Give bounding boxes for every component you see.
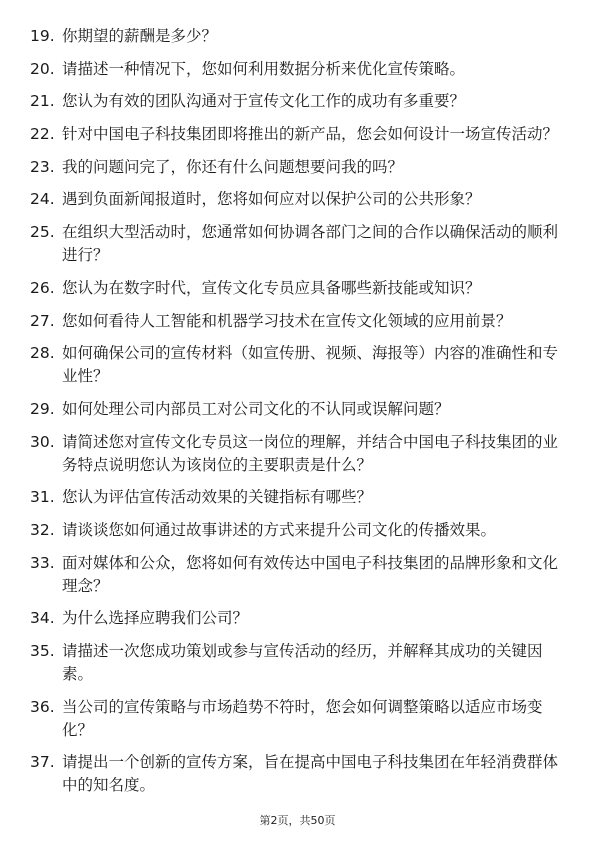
- question-text: 如何处理公司内部员工对公司文化的不认同或误解问题？: [62, 399, 450, 418]
- question-number: 22.: [30, 125, 55, 144]
- question-list: [30, 25, 560, 807]
- question-text: 当公司的宣传策略与市场趋势不符时，您会如何调整策略以适应市场变化？: [62, 697, 543, 739]
- question-item: [30, 188, 560, 211]
- question-number: 34.: [30, 609, 55, 628]
- question-number: 19.: [30, 27, 55, 45]
- question-item: [30, 640, 560, 686]
- question-item: [30, 90, 560, 113]
- question-text: 为什么选择应聘我们公司？: [62, 609, 249, 628]
- question-number: 20.: [30, 59, 55, 78]
- question-item: [30, 58, 560, 81]
- question-number: 28.: [30, 344, 55, 363]
- question-text: 请谈谈您如何通过故事讲述的方式来提升公司文化的传播效果。: [62, 520, 497, 539]
- question-number: 27.: [30, 311, 55, 330]
- question-number: 31.: [30, 488, 55, 507]
- question-text: 请描述一种情况下，您如何利用数据分析来优化宣传策略。: [62, 59, 466, 78]
- question-item: [30, 519, 560, 542]
- question-text: 您认为在数字时代，宣传文化专员应具备哪些新技能或知识？: [62, 278, 481, 297]
- question-number: 30.: [30, 432, 55, 451]
- question-number: 29.: [30, 399, 55, 418]
- question-item: [30, 607, 560, 630]
- question-text: 在组织大型活动时，您通常如何协调各部门之间的合作以确保活动的顺利进行？: [62, 223, 559, 265]
- question-number: 26.: [30, 278, 55, 297]
- question-text: 如何确保公司的宣传材料（如宣传册、视频、海报等）内容的准确性和专业性？: [62, 344, 559, 386]
- question-item: [30, 310, 560, 333]
- question-text: 请简述您对宣传文化专员这一岗位的理解，并结合中国电子科技集团的业务特点说明您认为该岗位的主要职责是什么？: [62, 432, 559, 474]
- question-item: [30, 221, 560, 267]
- question-text: 你期望的薪酬是多少？: [62, 27, 218, 45]
- question-text: 请提出一个创新的宣传方案，旨在提高中国电子科技集团在年轻消费群体中的知名度。: [62, 753, 559, 795]
- question-item: [30, 696, 560, 742]
- question-item: [30, 486, 560, 509]
- question-number: 21.: [30, 92, 55, 111]
- question-item: [30, 25, 560, 48]
- question-number: 33.: [30, 553, 55, 572]
- page-footer: 第2页，共50页: [259, 814, 336, 827]
- question-item: [30, 123, 560, 146]
- question-number: 37.: [30, 753, 55, 772]
- question-item: [30, 342, 560, 388]
- question-item: [30, 277, 560, 300]
- question-text: 请描述一次您成功策划或参与宣传活动的经历，并解释其成功的关键因素。: [62, 642, 543, 683]
- question-text: 您如何看待人工智能和机器学习技术在宣传文化领域的应用前景？: [62, 311, 512, 330]
- question-text: 面对媒体和公众，您将如何有效传达中国电子科技集团的品牌形象和文化理念？: [62, 553, 559, 595]
- question-item: [30, 398, 560, 421]
- question-number: 25.: [30, 223, 55, 242]
- question-text: 我的问题问完了，你还有什么问题想要问我的吗？: [62, 157, 404, 176]
- question-text: 您认为有效的团队沟通对于宣传文化工作的成功有多重要？: [62, 92, 466, 111]
- question-text: 遇到负面新闻报道时，您将如何应对以保护公司的公共形象？: [62, 190, 481, 209]
- question-number: 35.: [30, 642, 55, 660]
- question-item: [30, 156, 560, 179]
- question-item: [30, 751, 560, 797]
- question-number: 23.: [30, 157, 55, 176]
- question-number: 24.: [30, 190, 55, 209]
- question-item: [30, 431, 560, 477]
- question-number: 36.: [30, 697, 55, 716]
- question-text: 您认为评估宣传活动效果的关键指标有哪些？: [62, 488, 373, 507]
- question-text: 针对中国电子科技集团即将推出的新产品，您会如何设计一场宣传活动？: [62, 125, 559, 144]
- question-item: [30, 552, 560, 598]
- question-number: 32.: [30, 520, 55, 539]
